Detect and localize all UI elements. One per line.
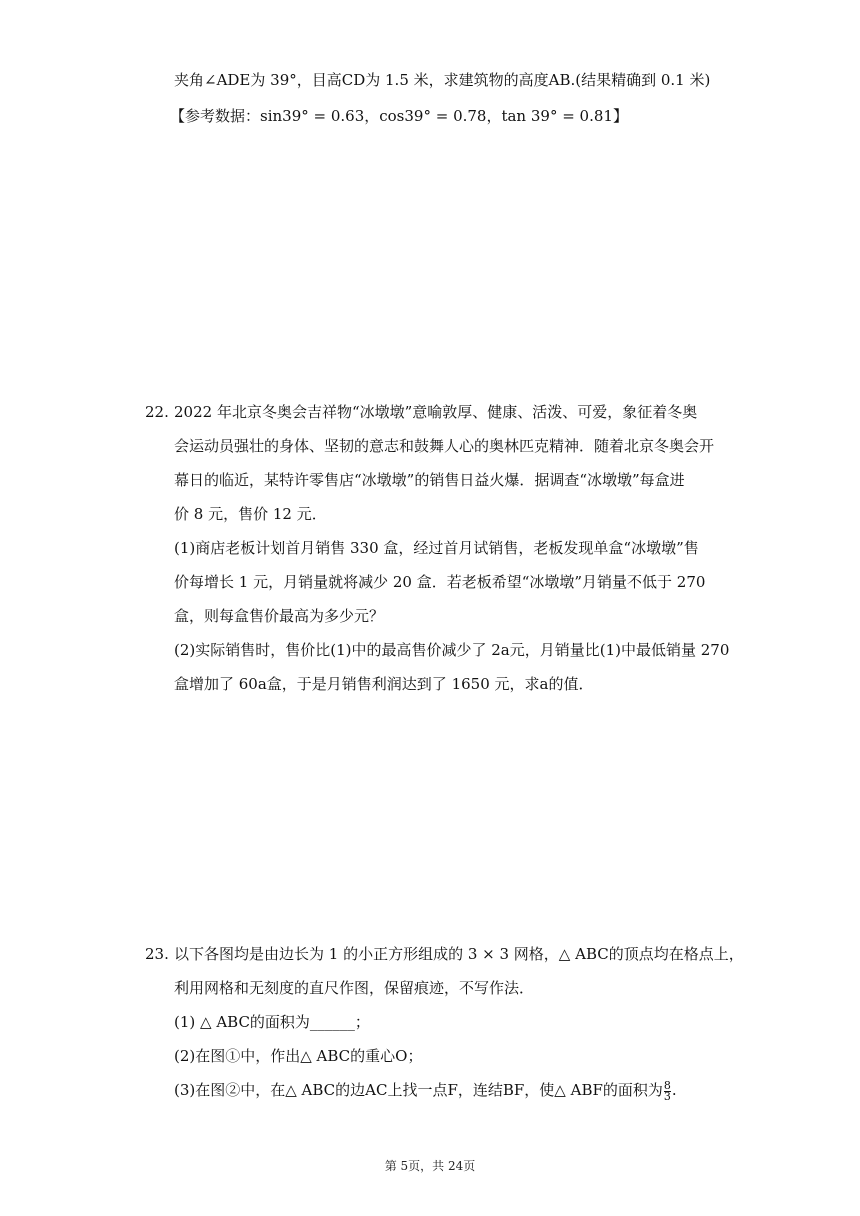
q22-number: 22. <box>145 403 169 421</box>
q22-line: 2022 年北京冬奥会吉祥物“冰墩墩”意喻敦厚、健康、活泼、可爱，象征着冬奥 <box>174 403 698 421</box>
q23-part3-end: . <box>671 1081 677 1099</box>
q22-part2-line: (2)实际销售时，售价比(1)中的最高售价减少了 2a元，月销量比(1)中最低销量 270 <box>174 641 730 659</box>
q22-part1-line: 盒，则每盒售价最高为多少元？ <box>174 607 385 625</box>
fraction <box>663 1078 671 1103</box>
q22-part1-line: 价每增长 1 元，月销量就将减少 20 盒．若老板希望“冰墩墩”月销量不低于 270 <box>174 573 706 591</box>
q22-line: 幕日的临近，某特许零售店“冰墩墩”的销售日益火爆．据调查“冰墩墩”每盒进 <box>174 471 685 489</box>
q22-part2-line: 盒增加了 60a盒，于是月销售利润达到了 1650 元，求a的值． <box>174 675 594 693</box>
fraction-numerator: 8 <box>663 1078 671 1092</box>
q21-reference-data: 【参考数据：sin39° = 0.63，cos39° = 0.78，tan 39° = 0.81】 <box>170 107 628 125</box>
q23-line: 利用网格和无刻度的直尺作图，保留痕迹，不写作法． <box>174 979 535 997</box>
page-footer: 第 5页，共 24页 <box>384 1159 476 1173</box>
q23-line: 以下各图均是由边长为 1 的小正方形组成的 3 × 3 网格，△ ABC的顶点均在格点上， <box>174 945 744 963</box>
q22-part1-line: (1)商店老板计划首月销售 330 盒，经过首月试销售，老板发现单盒“冰墩墩”售 <box>174 539 699 557</box>
fraction-denominator: 3 <box>663 1089 671 1103</box>
q23-part3-line <box>174 1080 677 1102</box>
q23-part1-line: (1) △ ABC的面积为______； <box>174 1013 370 1031</box>
q21-line-1: 夹角∠ADE为 39°，目高CD为 1.5 米，求建筑物的高度AB.(结果精确到 0.1 米) <box>174 71 711 89</box>
q22-line: 会运动员强壮的身体、坚韧的意志和鼓舞人心的奥林匹克精神．随着北京冬奥会开 <box>174 437 715 455</box>
q23-part3-text: (3)在图②中，在△ ABC的边AC上找一点F，连结BF，使△ ABF的面积为 <box>174 1081 663 1099</box>
q23-part2-line: (2)在图①中，作出△ ABC的重心O； <box>174 1047 423 1065</box>
q22-line: 价 8 元，售价 12 元． <box>174 505 327 523</box>
q23-number: 23. <box>145 945 169 963</box>
